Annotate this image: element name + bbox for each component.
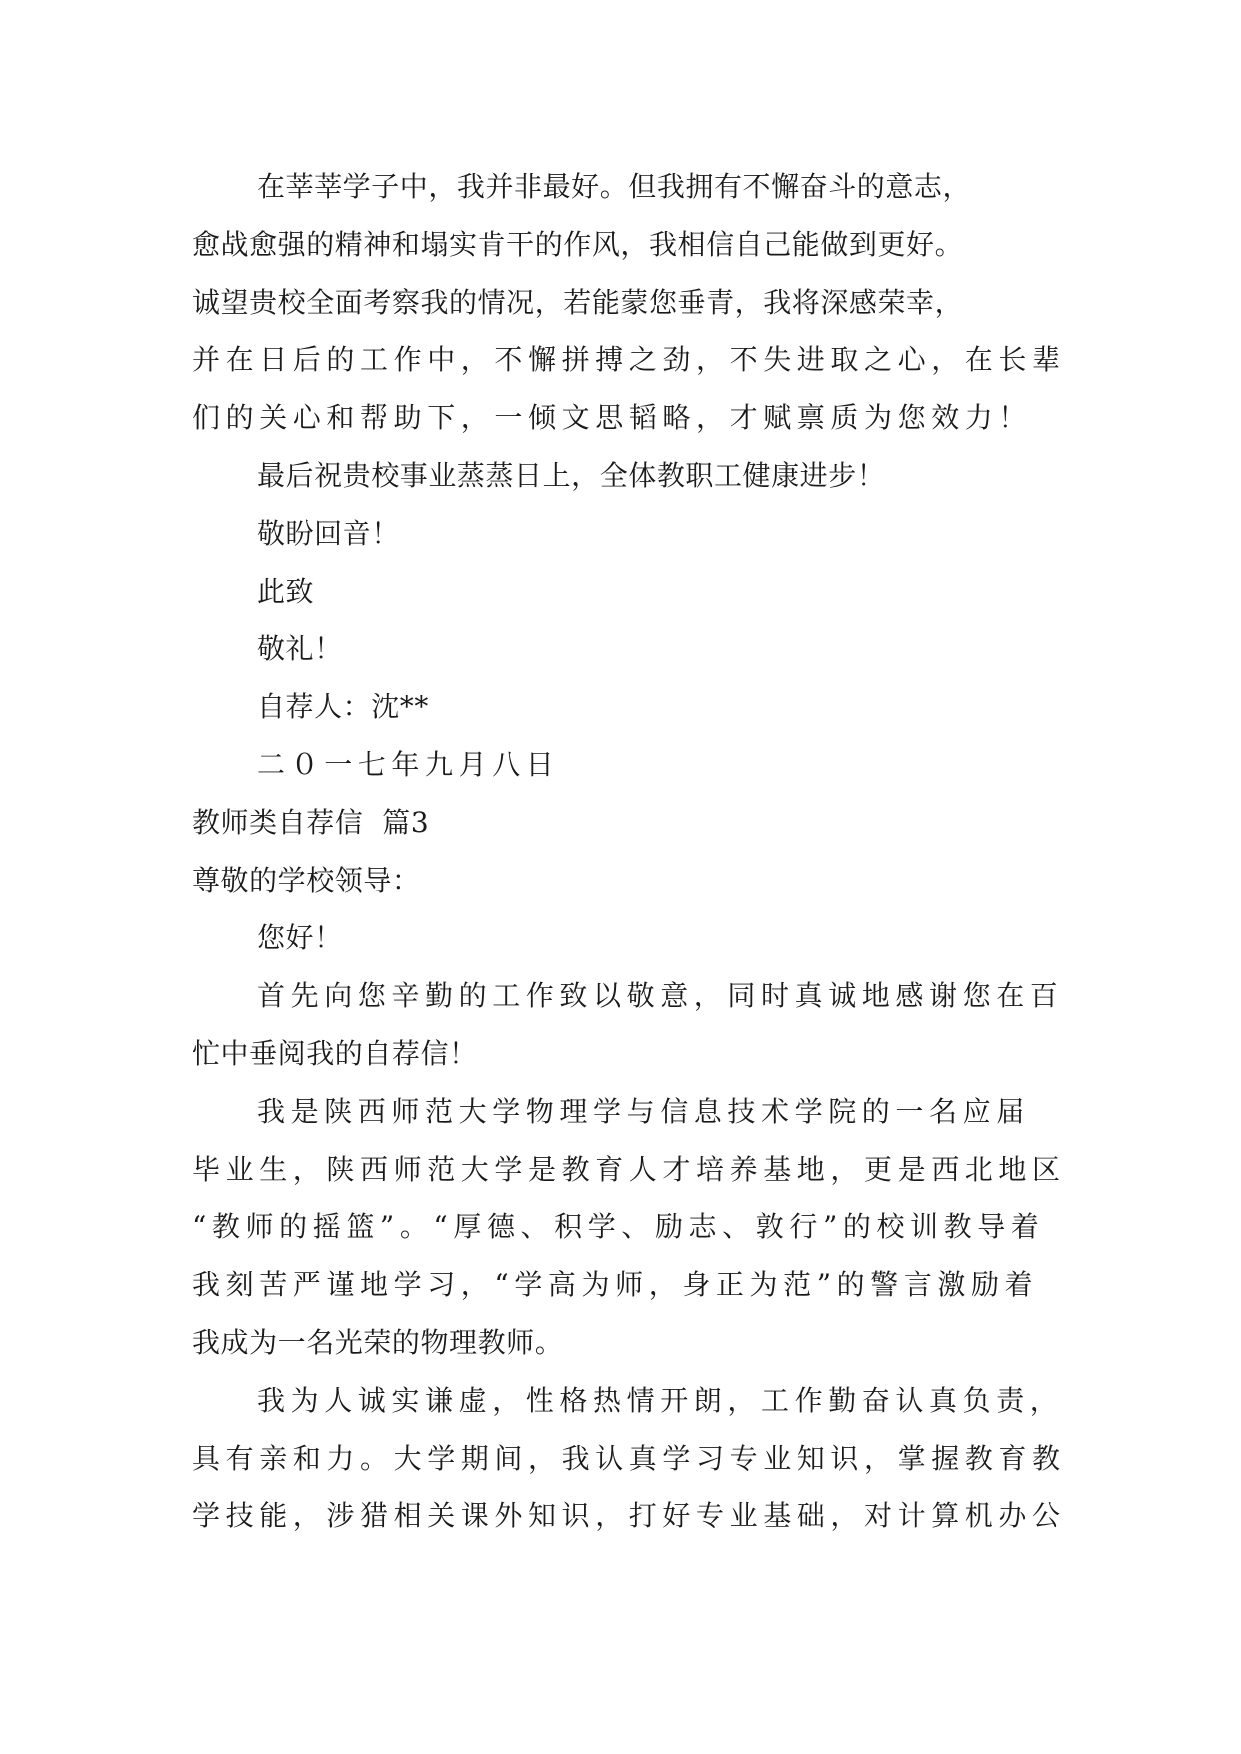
text-line: 在莘莘学子中，我并非最好。但我拥有不懈奋斗的意志，	[257, 170, 972, 203]
text-line: 诚望贵校全面考察我的情况，若能蒙您垂青，我将深感荣幸，	[192, 285, 964, 319]
text-line: 敬盼回音！	[257, 516, 400, 550]
text-line: 并在日后的工作中，不懈拼搏之劲，不失进取之心，在长辈	[192, 343, 1066, 377]
text-line: 毕业生，陕西师范大学是教育人才培养基地，更是西北地区	[192, 1152, 1066, 1186]
text-line: 您好！	[257, 921, 343, 955]
text-line: 自荐人：沈**	[257, 690, 429, 724]
text-line: 敬礼！	[257, 632, 343, 666]
text-line: 此致	[257, 574, 315, 608]
letter-body	[192, 158, 1092, 1545]
text-line: 我是陕西师范大学物理学与信息技术学院的一名应届	[257, 1094, 1030, 1128]
text-line: 二０一七年九月八日	[257, 747, 560, 781]
text-line: 学技能，涉猎相关课外知识，打好专业基础，对计算机办公	[192, 1499, 1066, 1533]
text-line: 尊敬的学校领导：	[192, 863, 421, 897]
text-line: 们的关心和帮助下，一倾文思韬略，才赋禀质为您效力！	[192, 401, 1033, 435]
text-line: 忙中垂阅我的自荐信！	[192, 1036, 478, 1070]
text-line: 我为人诚实谦虚，性格热情开朗，工作勤奋认真负责，	[257, 1383, 1064, 1417]
text-line: 最后祝贵校事业蒸蒸日上，全体教职工健康进步！	[257, 458, 886, 492]
text-line: 教师类自荐信 篇3	[192, 805, 430, 839]
text-line: 愈战愈强的精神和塌实肯干的作风，我相信自己能做到更好。	[192, 227, 964, 261]
text-line: 我成为一名光荣的物理教师。	[192, 1325, 564, 1359]
text-line: “教师的摇篮”。“厚德、积学、励志、敦行”的校训教导着	[192, 1210, 1045, 1244]
text-line: 首先向您辛勤的工作致以敬意，同时真诚地感谢您在百	[257, 979, 1064, 1013]
text-line: 具有亲和力。大学期间，我认真学习专业知识，掌握教育教	[192, 1441, 1066, 1475]
text-line: 我刻苦严谨地学习，“学高为师，身正为范”的警言激励着	[192, 1268, 1039, 1302]
